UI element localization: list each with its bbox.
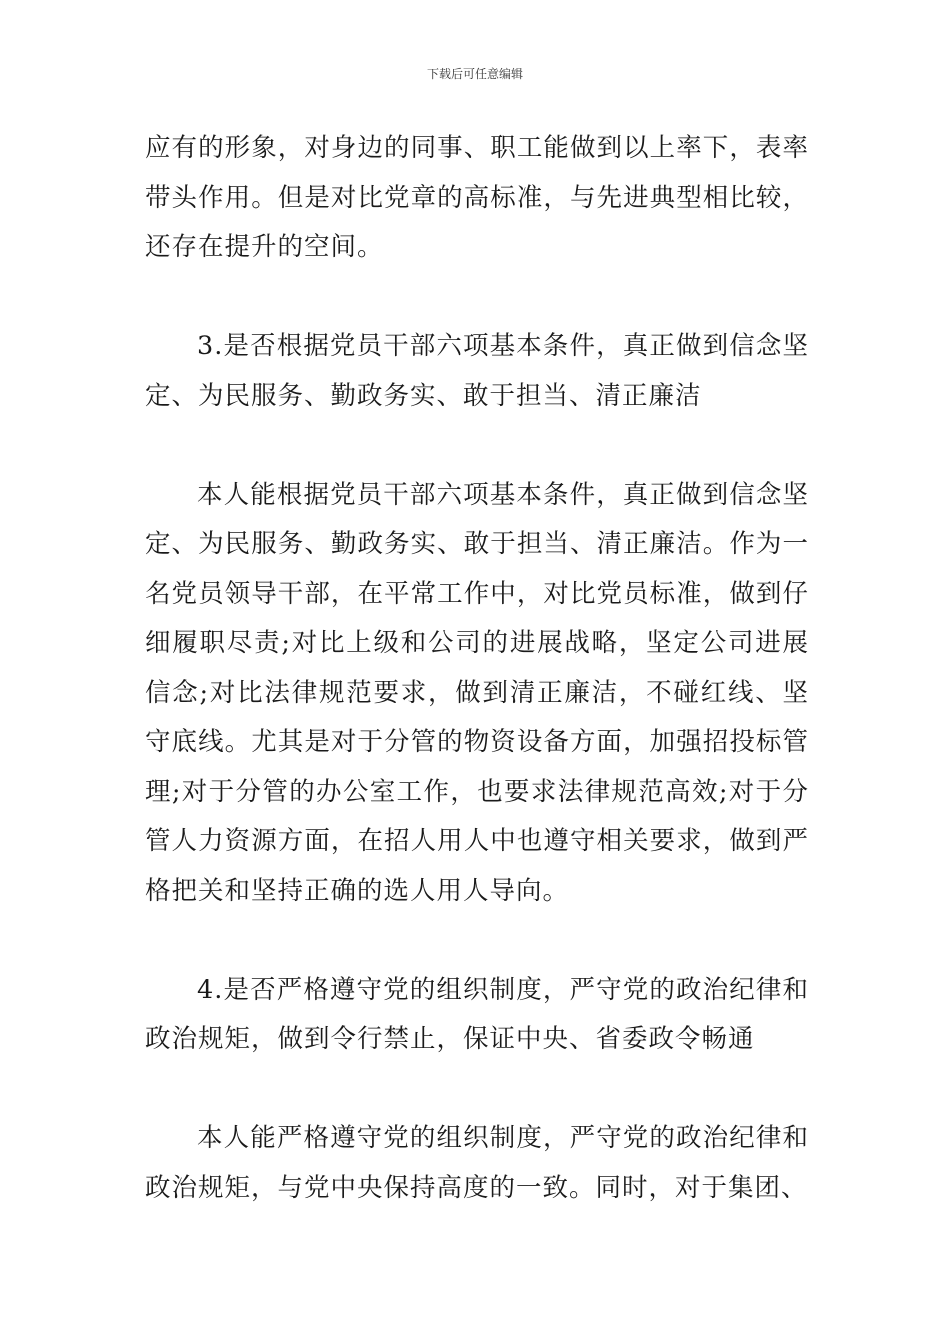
paragraph-section-3-body: 本人能根据党员干部六项基本条件，真正做到信念坚定、为民服务、勤政务实、敢于担当、清正廉洁。作为一名党员领导干部，在平常工作中，对比党员标准，做到仔细履职尽责;对比上级和公司的进展战略，坚定公司进展信念;对比法律规范要求，做到清正廉洁，不碰红线、坚守底线。尤其是对于分管的物资设备方面，加强招投标管理;对于分管的办公室工作，也要求法律规范高效;对于分管人力资源方面，在招人用人中也遵守相关要求，做到严格把关和坚持正确的选人用人导向。 (145, 479, 809, 906)
paragraph-section-4-body: 本人能严格遵守党的组织制度，严守党的政治纪律和政治规矩，与党中央保持高度的一致。同时，对于集团、 (145, 1123, 809, 1203)
paragraph-gap (145, 1065, 809, 1115)
section-heading-3: 3.是否根据党员干部六项基本条件，真正做到信念坚定、为民服务、勤政务实、敢于担当、清正廉洁 (145, 331, 809, 411)
page-header: 下载后可任意编辑 (426, 67, 523, 81)
paragraph-continuation: 应有的形象，对身边的同事、职工能做到以上率下，表率带头作用。但是对比党章的高标准，与先进典型相比较，还存在提升的空间。 (145, 133, 809, 262)
paragraph-gap (145, 916, 809, 966)
section-heading-4: 4.是否严格遵守党的组织制度，严守党的政治纪律和政治规矩，做到令行禁止，保证中央、省委政令畅通 (145, 974, 809, 1054)
paragraph-gap (145, 421, 809, 471)
document-body (145, 124, 809, 1213)
paragraph-gap (145, 273, 809, 323)
